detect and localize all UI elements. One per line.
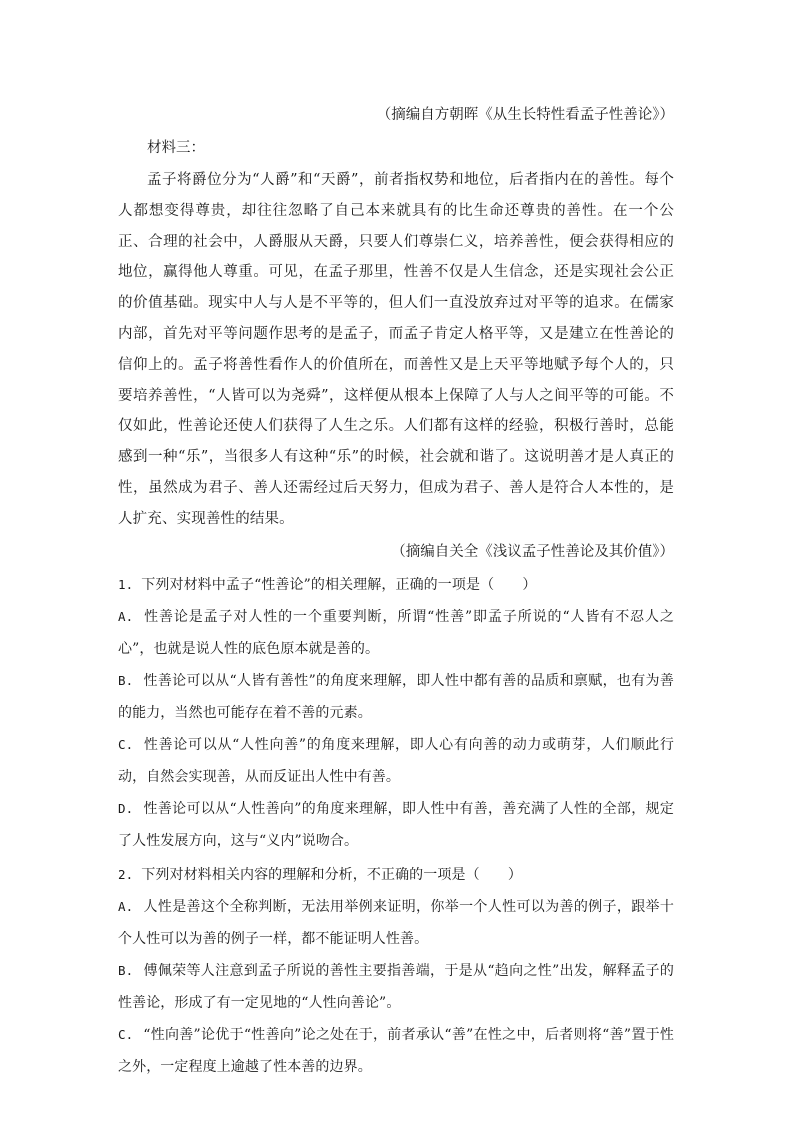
option-letter: A. xyxy=(118,898,134,914)
question-number: 2. xyxy=(118,866,134,882)
question-stem xyxy=(118,569,674,601)
option-letter: C. xyxy=(118,1026,134,1042)
option-letter: B. xyxy=(118,962,134,978)
option-text: 性善论可以从“人皆有善性”的角度来理解，即人性中都有善的品质和禀赋，也有为善的能力，当然也可能存在着不善的元素。 xyxy=(118,672,674,721)
option-letter: D. xyxy=(118,800,134,816)
question-2 xyxy=(118,859,674,1083)
question-1 xyxy=(118,569,674,857)
question-number: 1. xyxy=(118,576,134,592)
option-text: 人性是善这个全称判断，无法用举例来证明，你举一个人性可以为善的例子，跟举十个人性可以为善的例子一样，都不能证明人性善。 xyxy=(118,898,674,947)
source-citation-1: （摘编自方朝晖《从生长特性看孟子性善论》） xyxy=(376,107,674,123)
option-text: 性善论可以从“人性向善”的角度来理解，即人心有向善的动力或萌芽，人们顺此行动，自然会实现善，从而反证出人性中有善。 xyxy=(118,736,674,785)
option-text: 性善论是孟子对人性的一个重要判断，所谓“性善”即孟子所说的“人皆有不忍人之心”，也就是说人性的底色原本就是善的。 xyxy=(118,608,674,657)
option-a[interactable] xyxy=(118,601,674,665)
material-paragraph: 孟子将爵位分为“人爵”和“天爵”，前者指权势和地位，后者指内在的善性。每个人都想变得尊贵，却往往忽略了自己本来就具有的比生命还尊贵的善性。在一个公正、合理的社会中，人爵服从天爵，只要人们尊崇仁义，培养善性，便会获得相应的地位，赢得他人尊重。可见，在孟子那里，性善不仅是人生信念，还是实现社会公正的价值基础。现实中人与人是不平等的，但人们一直没放弃过对平等的追求。在儒家内部，首先对平等问题作思考的是孟子，而孟子肯定人格平等，又是建立在性善论的信仰上的。孟子将善性看作人的价值所在，而善性又是上天平等地赋予每个人的，只要培养善性，“人皆可以为尧舜”，这样便从根本上保障了人与人之间平等的可能。不仅如此，性善论还使人们获得了人生之乐。人们都有这样的经验，积极行善时，总能感到一种“乐”，当很多人有这种“乐”的时候，社会就和谐了。这说明善才是人真正的性，虽然成为君子、善人还需经过后天努力，但成为君子、善人是符合人本性的，是人扩充、实现善性的结果。 xyxy=(118,172,674,527)
source-citation-2: （摘编自关全《浅议孟子性善论及其价值》） xyxy=(391,543,674,560)
option-b[interactable] xyxy=(118,955,674,1019)
question-stem xyxy=(118,859,674,891)
question-text: 下列对材料中孟子“性善论”的相关理解，正确的一项是（ ） xyxy=(141,576,537,593)
option-d[interactable] xyxy=(118,793,674,857)
option-letter: C. xyxy=(118,736,134,752)
option-text: 性善论可以从“人性善向”的角度来理解，即人性中有善，善充满了人性的全部，规定了人性发展方向，这与“义内”说吻合。 xyxy=(118,800,674,849)
option-b[interactable] xyxy=(118,665,674,729)
option-letter: A. xyxy=(118,608,134,624)
question-text: 下列对材料相关内容的理解和分析，不正确的一项是（ ） xyxy=(141,866,522,883)
exam-page xyxy=(118,100,674,1083)
option-text: 傅佩荣等人注意到孟子所说的善性主要指善端，于是从“趋向之性”出发，解释孟子的性善论，形成了有一定见地的“人性向善论”。 xyxy=(118,962,674,1011)
option-text: “性向善”论优于“性善向”论之处在于，前者承认“善”在性之中，后者则将“善”置于性之外，一定程度上逾越了性本善的边界。 xyxy=(118,1026,674,1075)
option-c[interactable] xyxy=(118,729,674,793)
option-a[interactable] xyxy=(118,891,674,955)
option-c[interactable] xyxy=(118,1019,674,1083)
material-label: 材料三： xyxy=(147,140,205,156)
option-letter: B. xyxy=(118,672,134,688)
